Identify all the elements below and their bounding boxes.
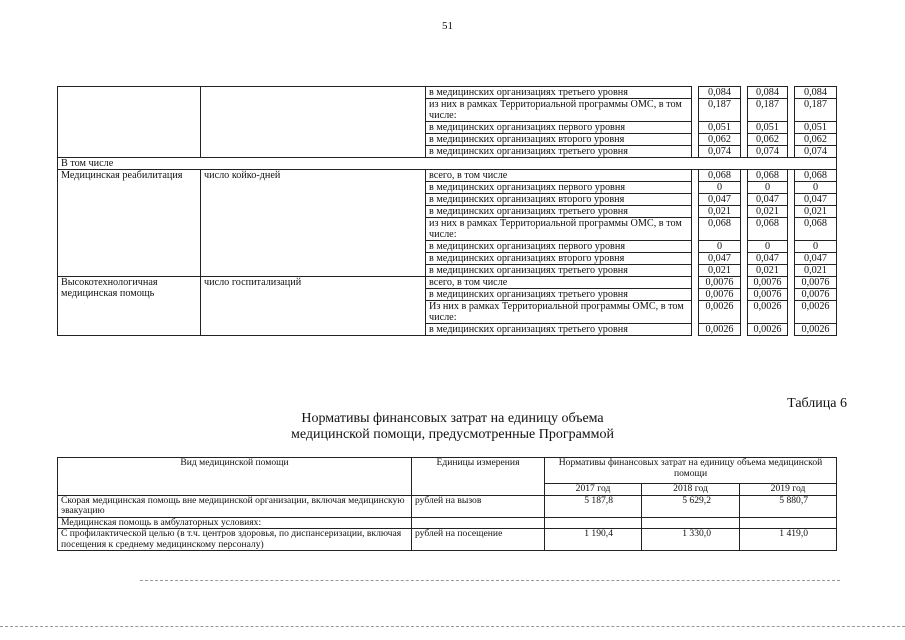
value-cell: 0,068 xyxy=(748,170,788,182)
spacer-cell xyxy=(692,301,699,324)
spacer-cell xyxy=(788,182,795,194)
table-row xyxy=(58,529,837,551)
page-number: 51 xyxy=(442,20,453,32)
value-cell: 0,021 xyxy=(748,265,788,277)
value-cell: 0,0076 xyxy=(699,289,741,301)
spacer-cell xyxy=(741,241,748,253)
row-unit: рублей на посещение xyxy=(412,529,545,551)
spacer-cell xyxy=(741,122,748,134)
indicator-cell: в медицинских организациях первого уровня xyxy=(426,241,692,253)
financial-norms-table xyxy=(57,457,837,551)
spacer-cell xyxy=(741,289,748,301)
spacer-cell xyxy=(788,134,795,146)
spacer-cell xyxy=(741,206,748,218)
row-value-2019: 5 880,7 xyxy=(740,495,837,517)
row-value-2018: 5 629,2 xyxy=(642,495,740,517)
table-6-label: Таблица 6 xyxy=(787,396,847,411)
value-cell: 0,0026 xyxy=(699,301,741,324)
spacer-cell xyxy=(788,170,795,182)
spacer-cell xyxy=(788,241,795,253)
indicator-cell: в медицинских организациях второго уровня xyxy=(426,194,692,206)
header-year-2017: 2017 год xyxy=(545,484,642,496)
indicator-cell: в медицинских организациях третьего уровня xyxy=(426,265,692,277)
value-cell: 0,047 xyxy=(748,253,788,265)
spacer-cell xyxy=(692,289,699,301)
spacer-cell xyxy=(741,265,748,277)
value-cell: 0,021 xyxy=(748,206,788,218)
table-row xyxy=(58,277,837,289)
spacer-cell xyxy=(692,146,699,158)
spacer-cell xyxy=(788,218,795,241)
spacer-cell xyxy=(788,277,795,289)
value-cell: 0,021 xyxy=(795,265,837,277)
value-cell: 0,0076 xyxy=(748,277,788,289)
spacer-cell xyxy=(788,122,795,134)
value-cell: 0,021 xyxy=(699,206,741,218)
indicator-cell: всего, в том числе xyxy=(426,277,692,289)
header-unit: Единицы измерения xyxy=(412,458,545,496)
spacer-cell xyxy=(741,146,748,158)
table-6-title xyxy=(0,411,905,443)
value-cell: 0,0026 xyxy=(699,324,741,336)
spacer-cell xyxy=(692,253,699,265)
table-section-row xyxy=(58,517,837,529)
value-cell: 0 xyxy=(699,241,741,253)
care-type-cell: Высокотехнологичная медицинская помощь xyxy=(58,277,201,336)
value-cell: 0,0026 xyxy=(748,301,788,324)
value-cell: 0,068 xyxy=(748,218,788,241)
value-cell: 0,047 xyxy=(699,253,741,265)
spacer-cell xyxy=(788,253,795,265)
table-row xyxy=(58,495,837,517)
spacer-cell xyxy=(788,99,795,122)
spacer-cell xyxy=(788,301,795,324)
value-cell: 0,084 xyxy=(699,87,741,99)
volume-norms-table xyxy=(57,86,837,336)
value-cell: 0,021 xyxy=(795,206,837,218)
value-cell: 0,074 xyxy=(699,146,741,158)
unit-cell: число госпитализаций xyxy=(201,277,426,336)
indicator-cell: в медицинских организациях третьего уровня xyxy=(426,87,692,99)
value-cell: 0,074 xyxy=(748,146,788,158)
spacer-cell xyxy=(741,170,748,182)
indicator-cell: в медицинских организациях первого уровня xyxy=(426,182,692,194)
spacer-cell xyxy=(692,277,699,289)
spacer-cell xyxy=(788,87,795,99)
spacer-cell xyxy=(692,218,699,241)
value-cell: 0,187 xyxy=(795,99,837,122)
spacer-cell xyxy=(692,99,699,122)
value-cell: 0,0076 xyxy=(748,289,788,301)
row-type: С профилактической целью (в т.ч. центров здоровья, по диспансеризации, включая посещения к среднему медицинскому персоналу) xyxy=(58,529,412,551)
indicator-cell: из них в рамках Территориальной программы ОМС, в том числе: xyxy=(426,99,692,122)
spacer-cell xyxy=(741,324,748,336)
value-cell: 0 xyxy=(795,241,837,253)
spacer-cell xyxy=(788,206,795,218)
value-cell: 0,021 xyxy=(699,265,741,277)
value-cell: 0,068 xyxy=(795,170,837,182)
spacer-cell xyxy=(692,265,699,277)
value-cell: 0,0076 xyxy=(795,277,837,289)
spacer-cell xyxy=(741,99,748,122)
indicator-cell: в медицинских организациях первого уровня xyxy=(426,122,692,134)
row-value-2019: 1 419,0 xyxy=(740,529,837,551)
spacer-cell xyxy=(788,194,795,206)
unit-cell: число койко-дней xyxy=(201,170,426,277)
header-norms: Нормативы финансовых затрат на единицу объема медицинской помощи xyxy=(545,458,837,484)
value-cell: 0,068 xyxy=(795,218,837,241)
header-year-2019: 2019 год xyxy=(740,484,837,496)
value-cell: 0,0076 xyxy=(699,277,741,289)
spacer-cell xyxy=(741,182,748,194)
value-cell: 0 xyxy=(748,241,788,253)
value-cell: 0,084 xyxy=(795,87,837,99)
indicator-cell: в медицинских организациях второго уровня xyxy=(426,134,692,146)
indicator-cell: в медицинских организациях третьего уровня xyxy=(426,146,692,158)
table-section-row xyxy=(58,158,837,170)
spacer-cell xyxy=(692,324,699,336)
scan-artifact-line xyxy=(0,626,905,627)
row-value-2017: 5 187,8 xyxy=(545,495,642,517)
value-cell: 0 xyxy=(748,182,788,194)
value-cell: 0,0026 xyxy=(748,324,788,336)
value-cell: 0 xyxy=(795,182,837,194)
spacer-cell xyxy=(692,134,699,146)
spacer-cell xyxy=(741,194,748,206)
value-cell: 0,0076 xyxy=(795,289,837,301)
header-year-2018: 2018 год xyxy=(642,484,740,496)
unit-cell-empty xyxy=(201,87,426,158)
indicator-cell: Из них в рамках Территориальной программы ОМС, в том числе: xyxy=(426,301,692,324)
value-cell: 0,187 xyxy=(699,99,741,122)
row-type: Скорая медицинская помощь вне медицинской организации, включая медицинскую эвакуацию xyxy=(58,495,412,517)
indicator-cell: в медицинских организациях третьего уровня xyxy=(426,206,692,218)
spacer-cell xyxy=(788,265,795,277)
value-cell: 0,047 xyxy=(748,194,788,206)
spacer-cell xyxy=(741,253,748,265)
value-cell: 0,068 xyxy=(699,170,741,182)
value-cell: 0,0026 xyxy=(795,301,837,324)
value-cell: 0,047 xyxy=(699,194,741,206)
spacer-cell xyxy=(692,182,699,194)
table-row xyxy=(58,170,837,182)
spacer-cell xyxy=(741,301,748,324)
spacer-cell xyxy=(741,87,748,99)
header-type: Вид медицинской помощи xyxy=(58,458,412,496)
spacer-cell xyxy=(692,194,699,206)
spacer-cell xyxy=(692,87,699,99)
table-header-row xyxy=(58,458,837,484)
spacer-cell xyxy=(692,206,699,218)
care-type-cell: Медицинская реабилитация xyxy=(58,170,201,277)
table-6-title-line-2: медицинской помощи, предусмотренные Программой xyxy=(290,427,615,442)
value-cell: 0,068 xyxy=(699,218,741,241)
table-6-title-line-1: Нормативы финансовых затрат на единицу объема xyxy=(301,411,604,426)
value-cell: 0,0026 xyxy=(795,324,837,336)
scan-artifact-line xyxy=(140,580,840,581)
spacer-cell xyxy=(692,241,699,253)
indicator-cell: всего, в том числе xyxy=(426,170,692,182)
row-unit: рублей на вызов xyxy=(412,495,545,517)
value-cell: 0,062 xyxy=(748,134,788,146)
value-cell: 0,051 xyxy=(748,122,788,134)
indicator-cell: в медицинских организациях второго уровня xyxy=(426,253,692,265)
row-value-2018: 1 330,0 xyxy=(642,529,740,551)
value-cell: 0,047 xyxy=(795,194,837,206)
type-cell-empty xyxy=(58,87,201,158)
value-cell: 0,051 xyxy=(795,122,837,134)
spacer-cell xyxy=(741,134,748,146)
indicator-cell: в медицинских организациях третьего уровня xyxy=(426,324,692,336)
indicator-cell: в медицинских организациях третьего уровня xyxy=(426,289,692,301)
spacer-cell xyxy=(692,122,699,134)
indicator-cell: из них в рамках Территориальной программы ОМС, в том числе: xyxy=(426,218,692,241)
table-row xyxy=(58,87,837,99)
spacer-cell xyxy=(741,218,748,241)
value-cell: 0,062 xyxy=(699,134,741,146)
section-label: В том числе xyxy=(58,158,837,170)
value-cell: 0,187 xyxy=(748,99,788,122)
section-label: Медицинская помощь в амбулаторных условиях: xyxy=(58,517,412,529)
value-cell: 0,084 xyxy=(748,87,788,99)
spacer-cell xyxy=(788,146,795,158)
value-cell: 0 xyxy=(699,182,741,194)
row-value-2017: 1 190,4 xyxy=(545,529,642,551)
value-cell: 0,047 xyxy=(795,253,837,265)
value-cell: 0,074 xyxy=(795,146,837,158)
spacer-cell xyxy=(692,170,699,182)
spacer-cell xyxy=(788,324,795,336)
value-cell: 0,051 xyxy=(699,122,741,134)
spacer-cell xyxy=(741,277,748,289)
value-cell: 0,062 xyxy=(795,134,837,146)
spacer-cell xyxy=(788,289,795,301)
